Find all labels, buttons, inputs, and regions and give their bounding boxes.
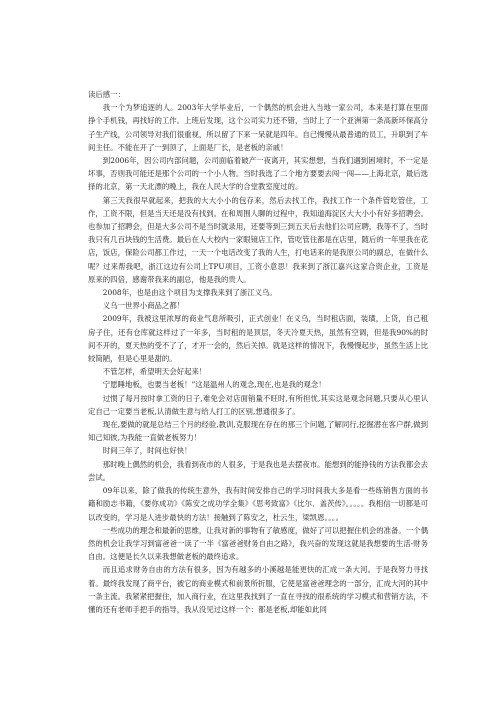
paragraph: 到2006年，因公司内部问题，公司面临着破产一夜离开，其实想想，当我们遇到困境时，不一定是坏事，否则我可能还是那个公司的一个小人物。当时我选了二个地方要要去闯一闯——上海北京，最后选择的北京，第一天北漂的晚上，我在人民大学的合堂教室度过的。 <box>88 156 428 192</box>
paragraph: 而且追求财务自由的方法有很多，因为有越多的小溪越是能更快的汇成一条大河。于是我努力寻找着。最终我发现了商平台，被它的商业模式和前景所折服，它使是富爸爸理念的一部分，汇成大河的其中一条主流。我紧紧把握住，加入商行业，在这里我找到了一直在寻找的很系统的学习模式和营销方法，不懂的还有老师手把手的指导，我从没见过这样一个：都是老板,却能如此同 <box>88 565 428 614</box>
paragraph: 现在,要做的就是总结三个月的经验,教训,克服现在存在的那三个问题,了解同行,挖掘潜在客户群,做到知己知彼,为我能一直做老板努力！ <box>88 420 428 443</box>
paragraph: 那时晚上偶然的机会，我看到夜市的人很多，于是我也是去摆夜市。能想到的能挣钱的方法我都会去尝试。 <box>88 459 428 482</box>
document-body <box>88 88 428 616</box>
paragraph: 义乌一世界小商品之都！ <box>102 301 185 311</box>
paragraph: 一些成功的理念和最新的思维，让我对新的事物有了敏感度，做好了可以把握住机会的准备。一个偶然的机会让我学习到富爸爸一读了一半《富爸爸财务自由之路》，我兴奋的发现这就是我想要的生活-财务自由。这便是长久以来我想做老板的最终追求。 <box>88 525 428 562</box>
paragraph: 过惯了每月按时拿工资的日子,难免会对店面销量不旺时,有所担忧,其实这是观念问题,只要从心里认定自己一定要当老板,认清做生意与给人打工的区别,想通很多了。 <box>88 393 428 416</box>
paragraph: 2008年，也是由这个项目为支撑我来到了浙江义乌。 <box>102 288 277 298</box>
paragraph: 宁愿睡地板，也要当老板！”这是温州人的观念,现在,也是我的观念！ <box>102 380 326 390</box>
document-heading: 读后感一： <box>88 90 125 99</box>
paragraph: 我一个为梦追逐的人。2003年大学毕业后，一个偶然的机会进入当地一家公司，本来是打算在里面挣个手机钱，再找好的工作。上班后发现，这个公司实力还不错，当时上了一个亚洲第一条高新环保高分子生产线，公司领导对我们很重视，所以留了下来一呆就是四年。自己慢慢从最普通的员工，升职到了车间主任。不能在开了一到顶了，上面是厂长，是老板的亲戚！ <box>88 103 428 152</box>
paragraph: 09年以来，除了做我的传统生意外，我有时间安排自己的学习时间我大多是看一些练销售方面的书籍和励志书籍，《要你成功》《陈安之成功学全集》《思考致富》《比尔．盖茨传》。。。。。我相信一切都是可以改变的，学习是人进步最快的方法！接触到了陈安之，杜云生，梁凯恩。。。。 <box>88 486 428 522</box>
paragraph: 第三天我很早就起来，把我的大大小小的包存来，然后去找工作，我找工作一个条件管吃管住，工作，工资不限，但是当天还是没有找到。在和周围人聊的过程中，我知道海淀区大大小小有好多招聘会。也参加了招聘会，但是大多公司不是当时就录用，还要等到三到五天后去他们公司应聘，我等不了，当时我只有几百块钱的生活费。最后在人大校内一家眼镜店工作，管吃管住都是在店里，随后的一年里我在花店，饭店，保险公司都工作过，一天一个电话改变了我的人生，打电话来的是我原公司的副总，在做什么呢？过来帮我吧，浙江这边有公司上TPU项目，工资小意思！我来到了浙江嘉兴这家合资企业，工资是原来的四倍，感谢带我来的副总，他是我的贵人。 <box>88 195 428 284</box>
paragraph: 2009年，我被这里浓厚的商业气息所吸引，正式创业！在义乌，当时租店面，装璜，上货，自己租房子住，还有仓库就这样过了一年多，当时租的是顶层，冬天冷夏天热，虽然有空调，但是我90%的时间不开的，夏天热的受不了了，才开一会的，然后关掉。就是这样的情况下，我慢慢起步，虽然生活上比较简陋，但是心里是甜的。 <box>88 314 428 364</box>
paragraph: 时间三年了，时间也好快！ <box>102 446 192 456</box>
paragraph: 不管怎样，希望明天会好起来！ <box>102 367 207 377</box>
